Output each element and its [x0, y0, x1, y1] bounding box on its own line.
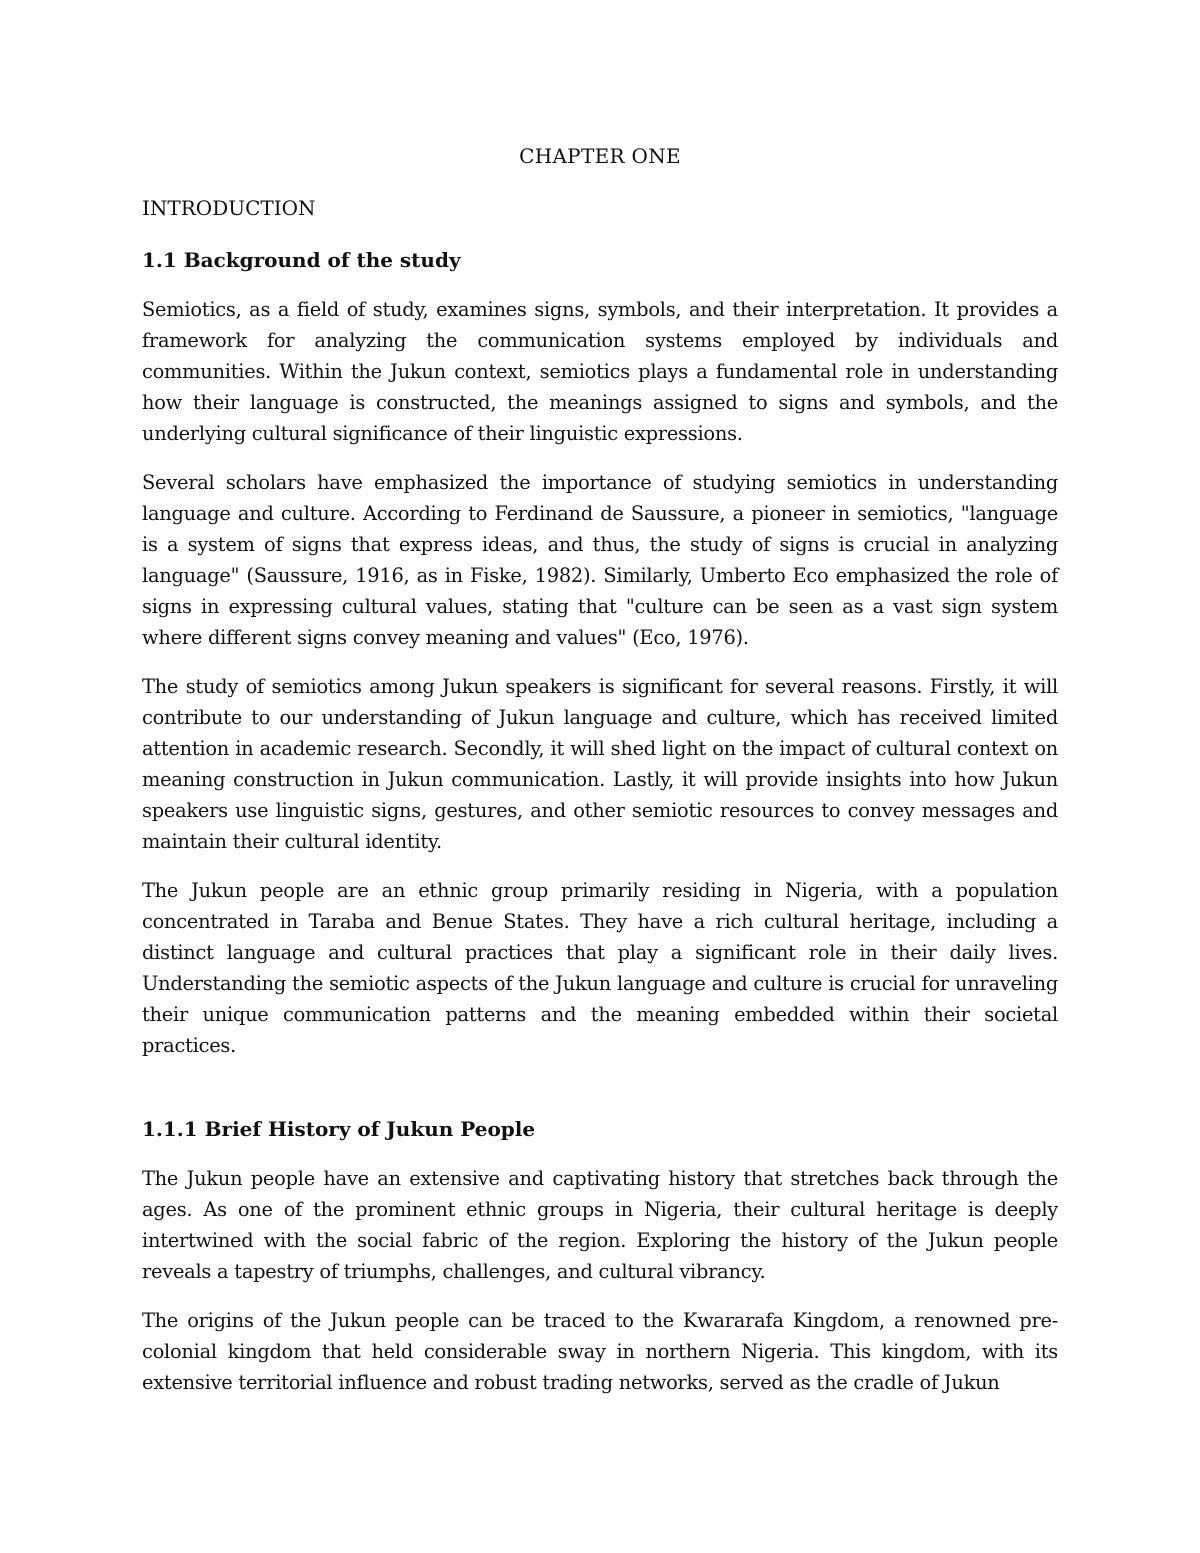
paragraph-jukun-people: The Jukun people are an ethnic group primarily residing in Nigeria, with a population concentrated in Taraba and Benue States. They have a rich cultural heritage, including a distinct language and cultural practices that play a significant role in their daily lives. Understanding the semiotic aspects of the Jukun language and culture is crucial for unraveling their unique communication patterns and the meaning embedded within their societal practices. [142, 879, 1058, 1057]
subsection-heading-history: 1.1.1 Brief History of Jukun People [142, 1117, 536, 1141]
paragraph-history-intro: The Jukun people have an extensive and captivating history that stretches back through the ages. As one of the prominent ethnic groups in Nigeria, their cultural heritage is deeply intertwined with the social fabric of the region. Exploring the history of the Jukun people reveals a tapestry of triumphs, challenges, and cultural vibrancy. [142, 1167, 1058, 1283]
paragraph-history-origins: The origins of the Jukun people can be traced to the Kwararafa Kingdom, a renowned pre-colonial kingdom that held considerable sway in northern Nigeria. This kingdom, with its extensive territorial influence and robust trading networks, served as the cradle of Jukun [142, 1309, 1058, 1394]
subsection-heading-background: 1.1 Background of the study [142, 248, 461, 272]
document-body [142, 140, 1058, 1416]
section-heading-introduction: INTRODUCTION [142, 196, 316, 220]
paragraph-semiotics-definition: Semiotics, as a field of study, examines signs, symbols, and their interpretation. It provides a framework for analyzing the communication systems employed by individuals and communities. Within the Jukun context, semiotics plays a fundamental role in understanding how their language is constructed, the meanings assigned to signs and symbols, and the underlying cultural significance of their linguistic expressions. [142, 298, 1058, 445]
paragraph-scholars: Several scholars have emphasized the importance of studying semiotics in understanding language and culture. According to Ferdinand de Saussure, a pioneer in semiotics, "language is a system of signs that express ideas, and thus, the study of signs is crucial in analyzing language" (Saussure, 1916, as in Fiske, 1982). Similarly, Umberto Eco emphasized the role of signs in expressing cultural values, stating that "culture can be seen as a vast sign system where different signs convey meaning and values" (Eco, 1976). [142, 471, 1058, 649]
paragraph-significance: The study of semiotics among Jukun speakers is significant for several reasons. Firstly, it will contribute to our understanding of Jukun language and culture, which has received limited attention in academic research. Secondly, it will shed light on the impact of cultural context on meaning construction in Jukun communication. Lastly, it will provide insights into how Jukun speakers use linguistic signs, gestures, and other semiotic resources to convey messages and maintain their cultural identity. [142, 675, 1058, 853]
chapter-title: CHAPTER ONE [519, 144, 681, 168]
